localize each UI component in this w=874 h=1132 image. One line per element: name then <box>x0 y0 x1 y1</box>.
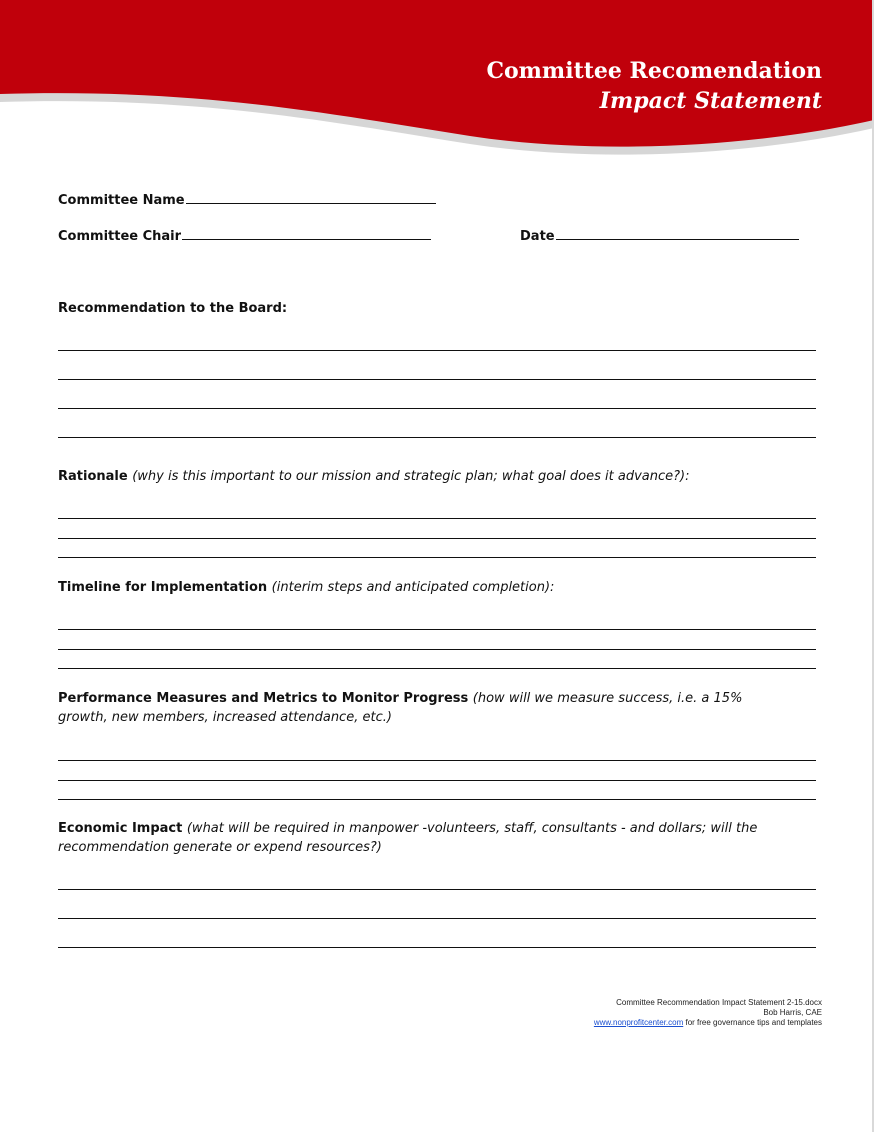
date-field <box>520 227 799 244</box>
section-note: (why is this important to our mission and strategic plan; what goal does it advance?): <box>132 469 690 484</box>
committee-name-blank[interactable] <box>186 191 436 204</box>
answer-line[interactable] <box>58 350 816 351</box>
section-title: Performance Measures and Metrics to Monitor Progress <box>58 691 473 706</box>
footer-website-link[interactable]: www.nonprofitcenter.com <box>593 1018 684 1027</box>
footer-link-suffix: for free governance tips and templates <box>683 1018 822 1027</box>
section-economic-impact <box>58 819 778 857</box>
date-label: Date <box>520 229 555 244</box>
section-title: Timeline for Implementation <box>58 580 272 595</box>
answer-line[interactable] <box>58 518 816 519</box>
answer-line[interactable] <box>58 557 816 558</box>
date-blank[interactable] <box>556 227 799 240</box>
answer-line[interactable] <box>58 408 816 409</box>
answer-line[interactable] <box>58 947 816 948</box>
footer-link-line <box>594 1018 822 1028</box>
section-recommendation <box>58 299 778 318</box>
footer-author: Bob Harris, CAE <box>763 1008 822 1017</box>
committee-chair-field <box>58 227 431 244</box>
section-note: (how will we measure success, i.e. a 15% growth, new members, increased attendance, etc.) <box>58 691 743 725</box>
answer-line[interactable] <box>58 649 816 650</box>
document-subtitle: Impact Statement <box>599 88 822 114</box>
answer-line[interactable] <box>58 379 816 380</box>
committee-name-field <box>58 191 436 208</box>
section-timeline <box>58 578 778 597</box>
answer-line[interactable] <box>58 668 816 669</box>
answer-line[interactable] <box>58 538 816 539</box>
document-title: Committee Recomendation <box>486 58 822 84</box>
answer-line[interactable] <box>58 760 816 761</box>
section-title: Recommendation to the Board: <box>58 301 288 316</box>
section-note: (what will be required in manpower -volunteers, staff, consultants - and dollars; will the recommendation generate or expend resources?) <box>58 821 758 855</box>
answer-line[interactable] <box>58 780 816 781</box>
answer-line[interactable] <box>58 918 816 919</box>
answer-line[interactable] <box>58 629 816 630</box>
committee-chair-label: Committee Chair <box>58 229 182 244</box>
committee-chair-blank[interactable] <box>182 227 431 240</box>
header-wave-banner <box>0 0 874 170</box>
answer-line[interactable] <box>58 437 816 438</box>
committee-name-label: Committee Name <box>58 193 185 208</box>
footer-filename: Committee Recommendation Impact Statement 2-15.docx <box>616 998 822 1007</box>
page-footer <box>594 998 822 1028</box>
section-title: Rationale <box>58 469 133 484</box>
section-title: Economic Impact <box>58 821 187 836</box>
section-rationale <box>58 467 778 486</box>
answer-line[interactable] <box>58 799 816 800</box>
section-performance-measures <box>58 689 778 727</box>
answer-line[interactable] <box>58 889 816 890</box>
section-note: (interim steps and anticipated completion): <box>271 580 555 595</box>
